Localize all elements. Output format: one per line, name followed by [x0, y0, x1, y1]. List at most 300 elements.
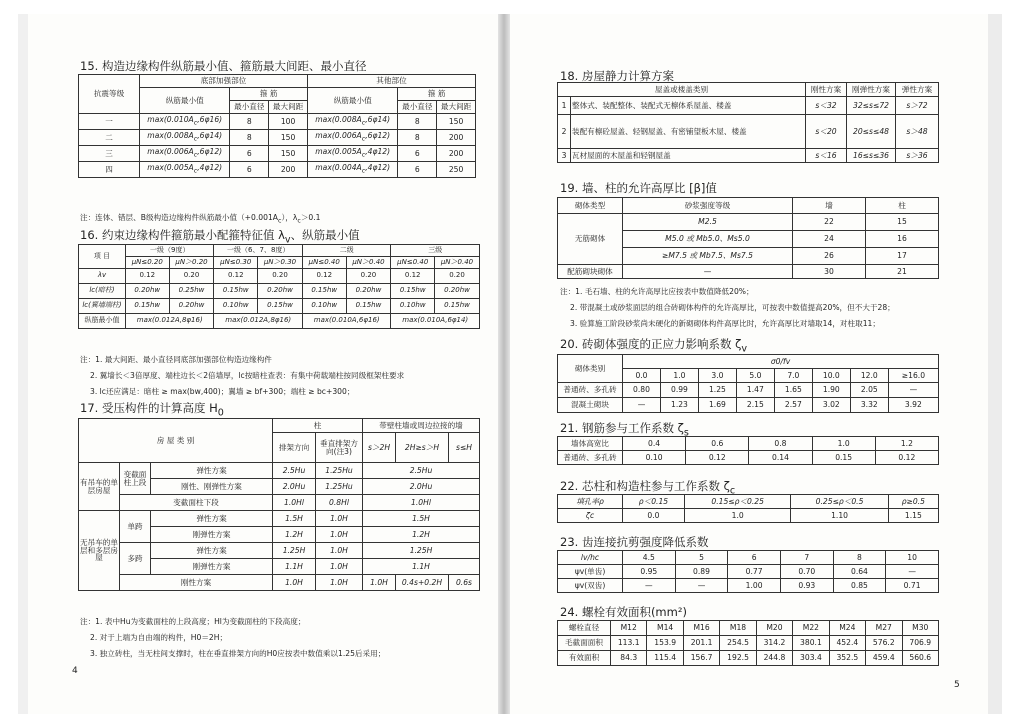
cell: 混凝土砌块 [558, 398, 623, 413]
th-s2h: s＞2H [363, 433, 396, 463]
cell: 8 [398, 130, 437, 146]
cell-part: ,6φ12) [365, 130, 391, 140]
cell: — [623, 579, 676, 593]
cell: 0.0 [623, 509, 685, 523]
cell: μN＞0.40 [346, 257, 391, 269]
cell: 0.20hw [346, 284, 391, 299]
cell: 0.12 [126, 269, 170, 284]
cell: 有吊车的单层房屋 [79, 463, 120, 511]
cell: 0.10hw [214, 299, 258, 314]
cell: 0.6s [449, 575, 480, 591]
cell: 1.10 [791, 509, 888, 523]
title-sub: 0 [217, 407, 224, 419]
cell: 四 [79, 162, 140, 178]
cell: 250 [437, 162, 476, 178]
cell: 1.00 [728, 579, 781, 593]
cell: 刚性、刚弹性方案 [151, 479, 273, 495]
cell: $\max(0.010A_c,6\varphi 16)$ [140, 114, 230, 130]
cell: 100 [269, 114, 308, 130]
cell: 2.15 [736, 398, 774, 413]
cell: 7.0 [774, 369, 812, 383]
cell: 6 [230, 162, 269, 178]
cell: 0.20hw [126, 284, 170, 299]
cell: M22 [793, 621, 829, 636]
th-bottom: 底部加强部位 [140, 75, 308, 88]
cell: M18 [720, 621, 756, 636]
th-g1: 一级（9度） [126, 245, 214, 257]
th-mind: 最小直径 [398, 101, 437, 114]
s16-note: 2. 翼墙长＜3倍厚度、端柱边长＜2倍墙厚，lc按暗柱查表：有集中荷载端柱按同级框架柱要求 [90, 371, 405, 380]
cell: 1.1H [273, 559, 316, 575]
cell: s＜16 [806, 149, 847, 163]
cell: 2.05 [850, 383, 888, 398]
cell: 有效面积 [558, 651, 611, 666]
th-grade: 抗震等级 [79, 75, 140, 114]
th-stir: 箍 筋 [230, 88, 308, 101]
table-row [558, 115, 939, 149]
cell: M30 [902, 621, 939, 636]
cell: $\max(0.004A_c,4\varphi 12)$ [307, 162, 397, 178]
table-row [558, 398, 939, 413]
cell: 0.12 [686, 451, 749, 465]
cell: 装配有檩砼屋盖、轻钢屋盖、有密铺望板木屋、楼盖 [571, 115, 806, 149]
cell: 2.57 [774, 398, 812, 413]
table-row [79, 284, 480, 299]
th-frame: 排架方向 [273, 433, 316, 463]
cell: 6 [398, 146, 437, 162]
cell: 0.4 [623, 437, 686, 451]
cell: 7 [780, 551, 833, 565]
cell: 1.0H [316, 559, 363, 575]
cell: 螺栓直径 [558, 621, 611, 636]
cell-part: ,6φ16) [197, 114, 223, 124]
cell: 0.15hw [434, 299, 479, 314]
cell: 24 [793, 231, 866, 248]
cell: 200 [437, 130, 476, 146]
cell: — [888, 383, 938, 398]
cell: 0.15 [812, 451, 875, 465]
cell: 8 [833, 551, 886, 565]
cell: 1.0H [316, 527, 363, 543]
cell: 0.14 [749, 451, 812, 465]
cell: max(0.012A,8φ16) [214, 314, 302, 329]
table-row [79, 269, 480, 284]
cell: 2.0Hu [273, 479, 316, 495]
table-row [79, 299, 480, 314]
cell: 314.2 [756, 636, 792, 651]
cell: 3.0 [698, 369, 736, 383]
cell: ≥M7.5 或 Mb7.5、Ms7.5 [623, 248, 793, 265]
cell: 2.5Hu [273, 463, 316, 479]
cell: 变截面柱上段 [120, 463, 151, 495]
cell: 10 [886, 551, 939, 565]
cell: 3.02 [812, 398, 850, 413]
th-wall: 带壁柱墙或周边拉接的墙 [363, 419, 480, 433]
cell: 153.9 [647, 636, 683, 651]
cell: 3 [558, 149, 571, 163]
cell: 0.15hw [258, 299, 303, 314]
cell: 1.65 [774, 383, 812, 398]
cell: 0.20 [434, 269, 479, 284]
cell: 毛截面面积 [558, 636, 611, 651]
section-17-title [80, 400, 224, 418]
cell: 1.25 [698, 383, 736, 398]
cell: 0.25hw [169, 284, 214, 299]
table-row [558, 621, 939, 636]
cell: lc(翼墙端柱) [79, 299, 126, 314]
cell: 0.85 [833, 579, 886, 593]
cell: 0.77 [728, 565, 781, 579]
cell: μN≤0.40 [391, 257, 435, 269]
cell: 12.0 [850, 369, 888, 383]
section-24-title [560, 604, 687, 620]
table-row [558, 565, 939, 579]
cell: 0.20 [169, 269, 214, 284]
th-maxs: 最大间距 [437, 101, 476, 114]
cell: 1.69 [698, 398, 736, 413]
cell: 560.6 [902, 651, 939, 666]
cell: 0.15≤ρ＜0.25 [684, 495, 791, 509]
cell: 380.1 [793, 636, 829, 651]
table-row [79, 511, 480, 527]
cell: M12 [611, 621, 647, 636]
cell: 1.15 [888, 509, 938, 523]
cell: 1.5H [363, 511, 480, 527]
cell: M20 [756, 621, 792, 636]
cell: 0.15hw [346, 299, 391, 314]
cell: 1.2H [363, 527, 480, 543]
cell: 1.0 [660, 369, 698, 383]
cell: 115.4 [647, 651, 683, 666]
cell: 普通砖、多孔砖 [558, 383, 623, 398]
table-21 [557, 436, 939, 465]
cell: $\max(0.008A_c,6\varphi 14)$ [307, 114, 397, 130]
cell: 10.0 [812, 369, 850, 383]
cell: 1.0H [316, 575, 363, 591]
page-number: 5 [954, 680, 960, 690]
cell: 变截面柱下段 [120, 495, 273, 511]
s15-note: 注：连体、错层、B级构造边缘构件纵筋最小值$(+0.001A_c)$，$\lambda_c>0.1$ [80, 213, 321, 225]
cell: 1.2 [875, 437, 938, 451]
cell: 1.47 [736, 383, 774, 398]
s16-note: 3. lc还应满足：暗柱 ≥ max(bw,400)；翼墙 ≥ bf+300；端柱 ≥ bc+300； [90, 387, 355, 396]
table-row [558, 509, 939, 523]
cell: s＞48 [896, 115, 939, 149]
th-rigid: 刚性方案 [806, 83, 847, 97]
cell: $\max(0.005A_c,4\varphi 12)$ [307, 146, 397, 162]
cell: 1 [558, 97, 571, 115]
table-row [558, 149, 939, 163]
cell: 2.5Hu [363, 463, 480, 479]
cell: $\max(0.005A_c,4\varphi 12)$ [140, 162, 230, 178]
cell: 一 [79, 114, 140, 130]
section-23-title: 23. 齿连接抗剪强度降低系数 [560, 535, 709, 549]
th-g1b: 一级（6、7、8度） [214, 245, 302, 257]
cell: 1.0H [273, 575, 316, 591]
cell-part: max(0.006A [147, 146, 194, 156]
book-gutter [498, 14, 510, 714]
cell: 整体式、装配整体、装配式无檩体系屋盖、楼盖 [571, 97, 806, 115]
table-row [558, 383, 939, 398]
cell: 8 [230, 130, 269, 146]
cell: 1.0H [316, 511, 363, 527]
table-row [79, 575, 480, 591]
cell: max(0.012A,8φ16) [126, 314, 214, 329]
right-page [510, 14, 988, 714]
cell: 1.90 [812, 383, 850, 398]
cell: 0.8Hl [316, 495, 363, 511]
cell: 4.5 [623, 551, 676, 565]
cell: 1.25Hu [316, 479, 363, 495]
cell: 0.10hw [391, 299, 435, 314]
table-row [79, 463, 480, 479]
s17-note: 3. 独立砖柱，当无柱间支撑时，柱在垂直排架方向的H0应按表中数值乘以1.25后采用； [90, 649, 386, 658]
cell: ρ＜0.15 [623, 495, 685, 509]
th-type: 房 屋 类 别 [79, 419, 273, 463]
table-row [558, 651, 939, 666]
table-row [79, 162, 476, 178]
cell: 8 [230, 114, 269, 130]
cell: 0.93 [780, 579, 833, 593]
title-text: 24. 螺栓有效面积(mm [560, 605, 678, 619]
cell: 刚性方案 [120, 575, 273, 591]
cell: ζc [558, 509, 623, 523]
cell-part: max(0.005A [147, 162, 194, 172]
title-text: 21. 钢筋参与工作系数 ζ [560, 421, 684, 435]
th-mind: 最小直径 [230, 101, 269, 114]
left-page [28, 14, 498, 714]
cell: — [675, 579, 728, 593]
cell: ρ≥0.5 [888, 495, 938, 509]
th-item: 项 目 [79, 245, 126, 269]
cell: $\max(0.006A_c,6\varphi 12)$ [140, 146, 230, 162]
table-17 [78, 418, 480, 591]
title-text: 、纵筋最小值 [290, 228, 360, 242]
cell: 无筋砌体 [558, 214, 623, 265]
cell: M27 [866, 621, 902, 636]
th-type: 砌体类型 [558, 198, 623, 214]
cell: 0.10hw [302, 299, 346, 314]
cell: 0.12 [391, 269, 435, 284]
s17-note: 2. 对于上端为自由端的构件，H0＝2H； [90, 633, 228, 642]
cell: 弹性方案 [151, 543, 273, 559]
cell: M2.5 [623, 214, 793, 231]
cell: 254.5 [720, 636, 756, 651]
note-text: ＞0.1 [300, 213, 321, 222]
page-number: 4 [72, 666, 78, 676]
cell: 6 [230, 146, 269, 162]
title-text: 16. 约束边缘构件箍筋最小配箍特征值 λ [80, 228, 285, 242]
th-col: 柱 [273, 419, 363, 433]
th-stir: 箍 筋 [398, 88, 476, 101]
table-row [79, 314, 480, 329]
cell-part: ,4φ12) [365, 162, 391, 172]
th-2hsh: 2H≥s＞H [396, 433, 449, 463]
cell: 150 [269, 130, 308, 146]
cell: M5.0 或 Mb5.0、Ms5.0 [623, 231, 793, 248]
title-text: 17. 受压构件的计算高度 H [80, 401, 218, 415]
title-sub: v [741, 343, 748, 355]
s19-note: 注：1. 毛石墙、柱的允许高厚比应按表中数值降低20%； [560, 287, 754, 296]
cell: lc(暗柱) [79, 284, 126, 299]
cell: 刚弹性方案 [151, 559, 273, 575]
cell-part: ,6φ14) [365, 114, 391, 124]
cell: 3.32 [850, 398, 888, 413]
cell: 墙体高宽比 [558, 437, 623, 451]
section-16-title: 16. 约束边缘构件箍筋最小配箍特征值 $\lambda_v$、纵筋最小值 [80, 228, 360, 246]
th-ratio: σ0/fv [623, 355, 939, 369]
th-type: 砌体类别 [558, 355, 623, 383]
section-19-title: 19. 墙、柱的允许高厚比 [β]值 [560, 181, 717, 195]
cell: 纵筋最小值 [79, 314, 126, 329]
cell: μN≤0.30 [214, 257, 258, 269]
table-row [79, 114, 476, 130]
cell: 多跨 [120, 543, 151, 575]
cell: 5.0 [736, 369, 774, 383]
cell: 0.95 [623, 565, 676, 579]
cell: 弹性方案 [151, 463, 273, 479]
th-other: 其他部位 [307, 75, 475, 88]
cell-part: max(0.010A [147, 114, 194, 124]
table-row [558, 97, 939, 115]
cell: 1.0Hl [363, 495, 480, 511]
cell: 0.12 [214, 269, 258, 284]
cell: 刚弹性方案 [151, 527, 273, 543]
cell: 0.12 [875, 451, 938, 465]
cell: 0.0 [623, 369, 661, 383]
cell: 0.10 [623, 451, 686, 465]
th-g3: 三级 [391, 245, 480, 257]
cell-part: max(0.005A [315, 146, 362, 156]
cell: 26 [793, 248, 866, 265]
title-text: 20. 砖砌体强度的正应力影响系数 ζ [560, 337, 742, 351]
table-row [79, 543, 480, 559]
cell: 无吊车的单层和多层房屋 [79, 511, 120, 591]
section-18-title: 18. 房屋静力计算方案 [560, 69, 674, 83]
cell: 0.15hw [302, 284, 346, 299]
section-15-title: 15. 构造边缘构件纵筋最小值、箍筋最大间距、最小直径 [80, 59, 367, 73]
cell: 192.5 [720, 651, 756, 666]
cell: 17 [866, 248, 939, 265]
cell: 0.15hw [391, 284, 435, 299]
table-20 [557, 354, 939, 413]
cell: 20≤s≤48 [847, 115, 896, 149]
th-type: 屋盖或楼盖类别 [558, 83, 806, 97]
cell-part: ,4φ12) [197, 162, 223, 172]
cell: 0.8 [749, 437, 812, 451]
table-23 [557, 550, 939, 593]
th-maxs: 最大间距 [269, 101, 308, 114]
cell: 706.9 [902, 636, 939, 651]
cell-part: max(0.008A [147, 130, 194, 140]
cell: 303.4 [793, 651, 829, 666]
note-text: ），λ [281, 213, 298, 222]
cell: 1.5H [273, 511, 316, 527]
cell: 113.1 [611, 636, 647, 651]
cell: 1.25Hu [316, 463, 363, 479]
cell-part: ,6φ12) [197, 146, 223, 156]
cell: 22 [793, 214, 866, 231]
table-row [79, 495, 480, 511]
cell: M24 [829, 621, 865, 636]
cell: 0.15hw [126, 299, 170, 314]
table-row [558, 495, 939, 509]
cell: μN＞0.30 [258, 257, 303, 269]
cell: — [623, 398, 661, 413]
cell: 2 [558, 115, 571, 149]
title-sub: c [729, 485, 736, 497]
cell: 1.0 [684, 509, 791, 523]
table-24 [557, 620, 939, 666]
s19-note: 2. 带混凝土或砂浆面层的组合砖砌体构件的允许高厚比，可按表中数值提高20%，但不大于28； [570, 303, 895, 312]
cell: 0.12 [302, 269, 346, 284]
cell: 0.20hw [434, 284, 479, 299]
cell: μN≤0.20 [126, 257, 170, 269]
cell-part: ,4φ12) [365, 146, 391, 156]
th-long: 纵筋最小值 [307, 88, 397, 114]
cell: 201.1 [683, 636, 719, 651]
th-long: 纵筋最小值 [140, 88, 230, 114]
cell: 0.64 [833, 565, 886, 579]
cell: M16 [683, 621, 719, 636]
cell: 0.80 [623, 383, 661, 398]
cell: 0.70 [780, 565, 833, 579]
cell: 16 [866, 231, 939, 248]
table-row [558, 636, 939, 651]
cell: 3.92 [888, 398, 938, 413]
cell: 5 [675, 551, 728, 565]
cell: 1.0 [812, 437, 875, 451]
cell: 352.5 [829, 651, 865, 666]
cell: 0.99 [660, 383, 698, 398]
s16-note: 注：1. 最大间距、最小直径同底部加强部位构造边缘构件 [80, 355, 272, 364]
cell: max(0.010A,6φ16) [302, 314, 390, 329]
cell: μN＞0.40 [434, 257, 479, 269]
cell: 0.20hw [169, 299, 214, 314]
cell: 30 [793, 265, 866, 279]
cell: 452.4 [829, 636, 865, 651]
cell-part: max(0.008A [315, 114, 362, 124]
cell: M14 [647, 621, 683, 636]
table-row [79, 146, 476, 162]
cell: ≥16.0 [888, 369, 938, 383]
table-18 [557, 82, 939, 163]
cell: 21 [866, 265, 939, 279]
cell: s＞36 [896, 149, 939, 163]
cell: 150 [269, 146, 308, 162]
cell: 0.4s+0.2H [396, 575, 449, 591]
cell: 0.25≤ρ＜0.5 [791, 495, 888, 509]
cell: 200 [269, 162, 308, 178]
table-22 [557, 494, 939, 523]
cell: $\max(0.006A_c,6\varphi 12)$ [307, 130, 397, 146]
cell-part: max(0.004A [315, 162, 362, 172]
cell: 16≤s≤36 [847, 149, 896, 163]
cell: s＜32 [806, 97, 847, 115]
s17-note: 注：1. 表中Hu为变截面柱的上段高度；Hl为变截面柱的下段高度； [80, 617, 306, 626]
right-page-edge [988, 14, 1002, 714]
cell: 576.2 [866, 636, 902, 651]
title-text: ²) [677, 605, 687, 619]
title-sub: s [683, 427, 689, 439]
cell: 244.8 [756, 651, 792, 666]
cell: 150 [437, 114, 476, 130]
cell: λv [79, 269, 126, 284]
cell: max(0.010A,6φ14) [391, 314, 480, 329]
table-row [79, 130, 476, 146]
cell: 84.3 [611, 651, 647, 666]
cell: 0.6 [686, 437, 749, 451]
